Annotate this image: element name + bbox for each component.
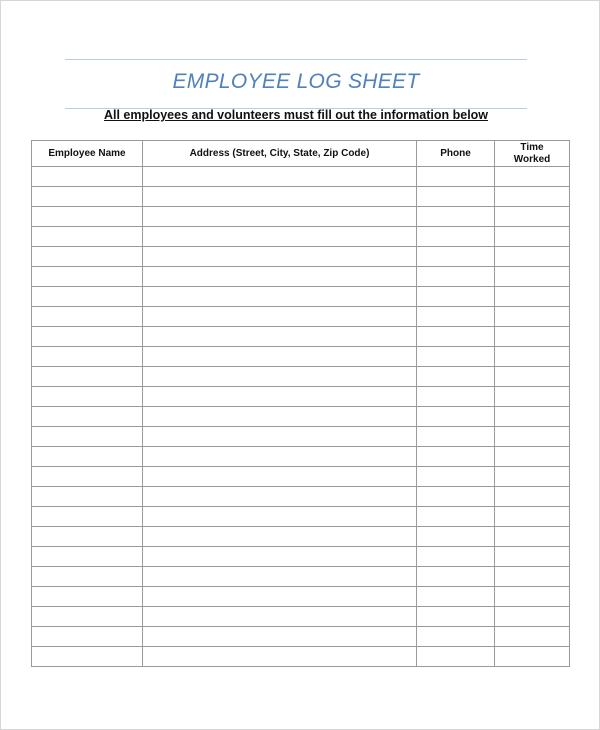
employee-name-cell[interactable] bbox=[32, 247, 143, 267]
time-worked-cell[interactable] bbox=[495, 327, 570, 347]
employee-name-cell[interactable] bbox=[32, 647, 143, 667]
time-worked-cell[interactable] bbox=[495, 607, 570, 627]
phone-cell[interactable] bbox=[417, 307, 495, 327]
employee-name-cell[interactable] bbox=[32, 487, 143, 507]
table-row bbox=[32, 567, 570, 587]
time-worked-cell[interactable] bbox=[495, 247, 570, 267]
employee-name-cell[interactable] bbox=[32, 447, 143, 467]
table-row bbox=[32, 327, 570, 347]
phone-cell[interactable] bbox=[417, 227, 495, 247]
employee-name-cell[interactable] bbox=[32, 187, 143, 207]
address-cell[interactable] bbox=[143, 347, 417, 367]
employee-name-cell[interactable] bbox=[32, 607, 143, 627]
time-worked-cell[interactable] bbox=[495, 447, 570, 467]
time-worked-cell[interactable] bbox=[495, 627, 570, 647]
address-cell[interactable] bbox=[143, 167, 417, 187]
phone-cell[interactable] bbox=[417, 507, 495, 527]
table-row bbox=[32, 647, 570, 667]
address-cell[interactable] bbox=[143, 547, 417, 567]
address-cell[interactable] bbox=[143, 647, 417, 667]
time-worked-cell[interactable] bbox=[495, 387, 570, 407]
time-worked-cell[interactable] bbox=[495, 307, 570, 327]
employee-name-cell[interactable] bbox=[32, 547, 143, 567]
phone-cell[interactable] bbox=[417, 647, 495, 667]
phone-cell[interactable] bbox=[417, 447, 495, 467]
time-worked-cell[interactable] bbox=[495, 427, 570, 447]
time-worked-cell[interactable] bbox=[495, 367, 570, 387]
employee-name-cell[interactable] bbox=[32, 567, 143, 587]
page-title: EMPLOYEE LOG SHEET bbox=[172, 70, 420, 93]
column-header-employee-name: Employee Name bbox=[32, 141, 143, 167]
table-row bbox=[32, 407, 570, 427]
address-cell[interactable] bbox=[143, 527, 417, 547]
time-worked-cell[interactable] bbox=[495, 467, 570, 487]
employee-name-cell[interactable] bbox=[32, 587, 143, 607]
phone-cell[interactable] bbox=[417, 207, 495, 227]
column-header-time-worked-label: Time Worked bbox=[513, 141, 551, 165]
time-worked-cell[interactable] bbox=[495, 567, 570, 587]
phone-cell[interactable] bbox=[417, 467, 495, 487]
address-cell[interactable] bbox=[143, 487, 417, 507]
phone-cell[interactable] bbox=[417, 527, 495, 547]
table-row bbox=[32, 547, 570, 567]
time-worked-cell[interactable] bbox=[495, 527, 570, 547]
table-row bbox=[32, 307, 570, 327]
table-row bbox=[32, 167, 570, 187]
table-row bbox=[32, 467, 570, 487]
table-body bbox=[32, 167, 570, 667]
time-worked-cell[interactable] bbox=[495, 507, 570, 527]
employee-log-table bbox=[31, 140, 570, 667]
table-row bbox=[32, 427, 570, 447]
address-cell[interactable] bbox=[143, 607, 417, 627]
time-worked-cell[interactable] bbox=[495, 187, 570, 207]
phone-cell[interactable] bbox=[417, 487, 495, 507]
phone-cell[interactable] bbox=[417, 567, 495, 587]
employee-name-cell[interactable] bbox=[32, 467, 143, 487]
time-worked-cell[interactable] bbox=[495, 547, 570, 567]
address-cell[interactable] bbox=[143, 467, 417, 487]
address-cell[interactable] bbox=[143, 327, 417, 347]
time-worked-cell[interactable] bbox=[495, 407, 570, 427]
phone-cell[interactable] bbox=[417, 547, 495, 567]
table-header-row bbox=[32, 141, 570, 167]
table-row bbox=[32, 207, 570, 227]
employee-name-cell[interactable] bbox=[32, 427, 143, 447]
employee-name-cell[interactable] bbox=[32, 207, 143, 227]
time-worked-cell[interactable] bbox=[495, 487, 570, 507]
title-block bbox=[65, 59, 527, 109]
address-cell[interactable] bbox=[143, 307, 417, 327]
table-row bbox=[32, 367, 570, 387]
table-row bbox=[32, 487, 570, 507]
table-row bbox=[32, 227, 570, 247]
address-cell[interactable] bbox=[143, 227, 417, 247]
address-cell[interactable] bbox=[143, 207, 417, 227]
employee-name-cell[interactable] bbox=[32, 287, 143, 307]
table-row bbox=[32, 607, 570, 627]
time-worked-cell[interactable] bbox=[495, 267, 570, 287]
address-cell[interactable] bbox=[143, 267, 417, 287]
employee-name-cell[interactable] bbox=[32, 527, 143, 547]
table-row bbox=[32, 507, 570, 527]
address-cell[interactable] bbox=[143, 447, 417, 467]
time-worked-cell[interactable] bbox=[495, 207, 570, 227]
employee-name-cell[interactable] bbox=[32, 507, 143, 527]
address-cell[interactable] bbox=[143, 367, 417, 387]
time-worked-cell[interactable] bbox=[495, 647, 570, 667]
employee-name-cell[interactable] bbox=[32, 407, 143, 427]
employee-name-cell[interactable] bbox=[32, 307, 143, 327]
phone-cell[interactable] bbox=[417, 407, 495, 427]
address-cell[interactable] bbox=[143, 567, 417, 587]
phone-cell[interactable] bbox=[417, 247, 495, 267]
table-row bbox=[32, 247, 570, 267]
phone-cell[interactable] bbox=[417, 367, 495, 387]
employee-name-cell[interactable] bbox=[32, 227, 143, 247]
address-cell[interactable] bbox=[143, 407, 417, 427]
column-header-time-worked bbox=[495, 141, 570, 167]
phone-cell[interactable] bbox=[417, 187, 495, 207]
phone-cell[interactable] bbox=[417, 347, 495, 367]
phone-cell[interactable] bbox=[417, 387, 495, 407]
time-worked-cell[interactable] bbox=[495, 347, 570, 367]
phone-cell[interactable] bbox=[417, 627, 495, 647]
phone-cell[interactable] bbox=[417, 267, 495, 287]
address-cell[interactable] bbox=[143, 427, 417, 447]
time-worked-cell[interactable] bbox=[495, 167, 570, 187]
time-worked-cell[interactable] bbox=[495, 227, 570, 247]
employee-name-cell[interactable] bbox=[32, 327, 143, 347]
address-cell[interactable] bbox=[143, 627, 417, 647]
table-row bbox=[32, 447, 570, 467]
column-header-phone: Phone bbox=[417, 141, 495, 167]
phone-cell[interactable] bbox=[417, 287, 495, 307]
table-row bbox=[32, 187, 570, 207]
employee-name-cell[interactable] bbox=[32, 367, 143, 387]
table-row bbox=[32, 627, 570, 647]
address-cell[interactable] bbox=[143, 247, 417, 267]
address-cell[interactable] bbox=[143, 187, 417, 207]
address-cell[interactable] bbox=[143, 507, 417, 527]
address-cell[interactable] bbox=[143, 587, 417, 607]
phone-cell[interactable] bbox=[417, 427, 495, 447]
phone-cell[interactable] bbox=[417, 327, 495, 347]
phone-cell[interactable] bbox=[417, 587, 495, 607]
table-row bbox=[32, 267, 570, 287]
time-worked-cell[interactable] bbox=[495, 287, 570, 307]
column-header-address: Address (Street, City, State, Zip Code) bbox=[143, 141, 417, 167]
address-cell[interactable] bbox=[143, 287, 417, 307]
instruction-text bbox=[1, 108, 591, 122]
instruction-label: All employees and volunteers must fill out the information below bbox=[103, 108, 489, 122]
time-worked-cell[interactable] bbox=[495, 587, 570, 607]
table-row bbox=[32, 387, 570, 407]
employee-name-cell[interactable] bbox=[32, 627, 143, 647]
table-row bbox=[32, 287, 570, 307]
table-row bbox=[32, 527, 570, 547]
phone-cell[interactable] bbox=[417, 607, 495, 627]
employee-name-cell[interactable] bbox=[32, 387, 143, 407]
employee-name-cell[interactable] bbox=[32, 347, 143, 367]
table-row bbox=[32, 587, 570, 607]
address-cell[interactable] bbox=[143, 387, 417, 407]
phone-cell[interactable] bbox=[417, 167, 495, 187]
employee-name-cell[interactable] bbox=[32, 267, 143, 287]
employee-name-cell[interactable] bbox=[32, 167, 143, 187]
table-row bbox=[32, 347, 570, 367]
